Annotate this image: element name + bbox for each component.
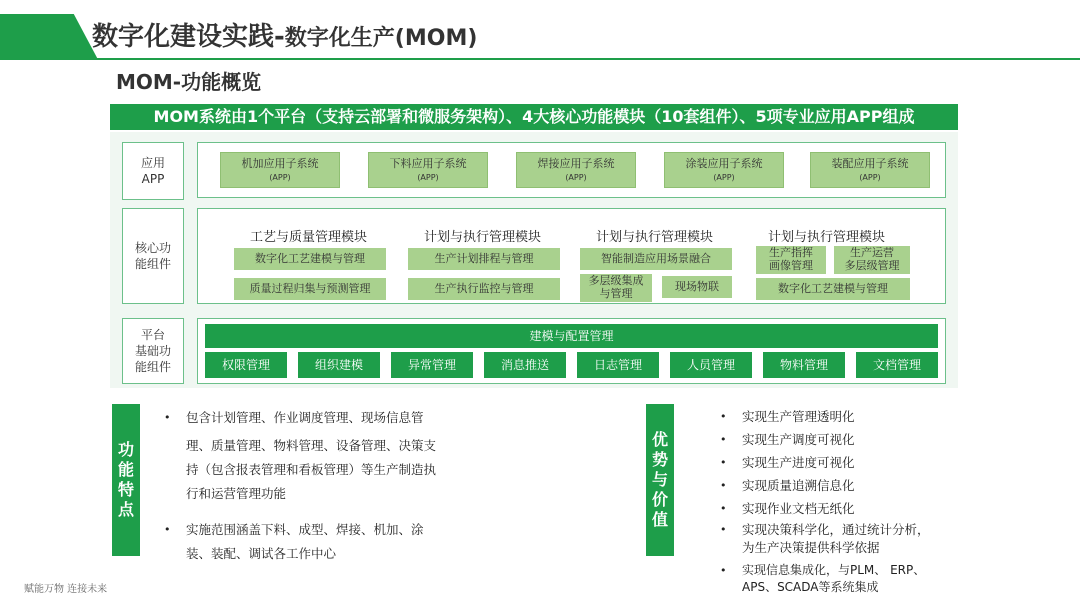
- feature-line: 实施范围涵盖下料、成型、焊接、机加、涂: [186, 522, 424, 537]
- platform-item: 异常管理: [391, 352, 473, 378]
- platform-item: 文档管理: [856, 352, 938, 378]
- app-tag: (APP): [269, 173, 291, 183]
- features-tag: 功 能 特 点: [112, 404, 140, 556]
- bullet-dot: •: [164, 523, 171, 536]
- config-management-bar: 建模与配置管理: [205, 324, 938, 348]
- advantage-bullet: [720, 406, 855, 429]
- module-title-plan-exec-3: 计划与执行管理模块: [768, 230, 886, 245]
- advantage-text: 实现作业文档无纸化: [742, 501, 855, 516]
- feature-bullet: [164, 518, 424, 566]
- app-tag: (APP): [565, 173, 587, 183]
- advantage-bullet: [720, 475, 855, 498]
- module-item: 数字化工艺建模与管理: [234, 248, 386, 270]
- page-title: [92, 16, 477, 53]
- module-title-plan-exec-2: 计划与执行管理模块: [596, 230, 714, 245]
- advantage-bullet: [720, 429, 855, 452]
- advantage-bullet: [720, 521, 930, 557]
- module-item: 现场物联: [662, 276, 732, 298]
- module-item: 多层级集成 与管理: [580, 274, 652, 302]
- advantage-bullet: [720, 452, 855, 475]
- platform-item: 组织建模: [298, 352, 380, 378]
- module-item: 生产运营 多层级管理: [834, 246, 910, 274]
- advantage-text: 实现生产调度可视化: [742, 432, 855, 447]
- app-coating: [664, 152, 784, 188]
- feature-line: 包含计划管理、作业调度管理、现场信息管: [186, 410, 424, 425]
- row-label-app: 应用 APP: [122, 142, 184, 200]
- app-welding: [516, 152, 636, 188]
- header-underline: [70, 58, 1080, 60]
- platform-item: 日志管理: [577, 352, 659, 378]
- app-name: 焊接应用子系统: [537, 157, 615, 170]
- advantage-bullet: [720, 498, 855, 521]
- app-cutting: [368, 152, 488, 188]
- app-assembly: [810, 152, 930, 188]
- module-item: 质量过程归集与预测管理: [234, 278, 386, 300]
- module-title-process-quality: 工艺与质量管理模块: [250, 230, 368, 245]
- advantage-text: 实现决策科学化，通过统计分析， 为生产决策提供科学依据: [742, 522, 930, 555]
- module-item: 生产执行监控与管理: [408, 278, 560, 300]
- page-title-sub: 数字化生产(MOM): [284, 26, 478, 51]
- feature-bullet: [164, 406, 437, 506]
- bullet-dot: •: [720, 456, 727, 469]
- bullet-dot: •: [720, 564, 727, 577]
- footer-slogan: 赋能万物 连接未来: [24, 584, 108, 595]
- advantage-text: 实现生产进度可视化: [742, 455, 855, 470]
- advantage-text: 实现信息集成化，与PLM、 ERP、 APS、SCADA等系统集成: [742, 563, 926, 594]
- platform-item: 权限管理: [205, 352, 287, 378]
- bullet-dot: •: [720, 479, 727, 492]
- app-tag: (APP): [417, 173, 439, 183]
- section-subtitle: MOM-功能概览: [116, 70, 262, 94]
- bullet-dot: •: [720, 410, 727, 423]
- row-label-core: 核心功 能组件: [122, 208, 184, 304]
- module-item: 生产指挥 画像管理: [756, 246, 826, 274]
- app-tag: (APP): [859, 173, 881, 183]
- summary-banner: MOM系统由1个平台（支持云部署和微服务架构）、4大核心功能模块（10套组件）、5项专业应用APP组成: [110, 104, 958, 130]
- platform-item: 物料管理: [763, 352, 845, 378]
- feature-line: 理、质量管理、物料管理、设备管理、决策支: [186, 438, 437, 453]
- module-item: 智能制造应用场景融合: [580, 248, 732, 270]
- module-title-plan-exec-1: 计划与执行管理模块: [424, 230, 542, 245]
- app-name: 下料应用子系统: [389, 157, 467, 170]
- app-name: 机加应用子系统: [241, 157, 319, 170]
- feature-line: 持（包含报表管理和看板管理）等生产制造执: [186, 462, 437, 477]
- app-machining: [220, 152, 340, 188]
- advantages-tag: 优 势 与 价 值: [646, 404, 674, 556]
- platform-item: 消息推送: [484, 352, 566, 378]
- app-tag: (APP): [713, 173, 735, 183]
- bullet-dot: •: [164, 411, 171, 424]
- advantage-text: 实现质量追溯信息化: [742, 478, 855, 493]
- module-item: 数字化工艺建模与管理: [756, 278, 910, 300]
- advantage-bullet: [720, 562, 926, 596]
- app-name: 装配应用子系统: [831, 157, 909, 170]
- platform-item: 人员管理: [670, 352, 752, 378]
- bullet-dot: •: [720, 502, 727, 515]
- module-item: 生产计划排程与管理: [408, 248, 560, 270]
- bullet-dot: •: [720, 433, 727, 446]
- feature-line: 行和运营管理功能: [186, 486, 287, 501]
- app-name: 涂装应用子系统: [685, 157, 763, 170]
- row-label-platform: 平台 基础功 能组件: [122, 318, 184, 384]
- feature-line: 装、装配、调试各工作中心: [186, 546, 337, 561]
- page-title-main: 数字化建设实践-: [92, 22, 285, 52]
- advantage-text: 实现生产管理透明化: [742, 409, 855, 424]
- bullet-dot: •: [720, 523, 727, 536]
